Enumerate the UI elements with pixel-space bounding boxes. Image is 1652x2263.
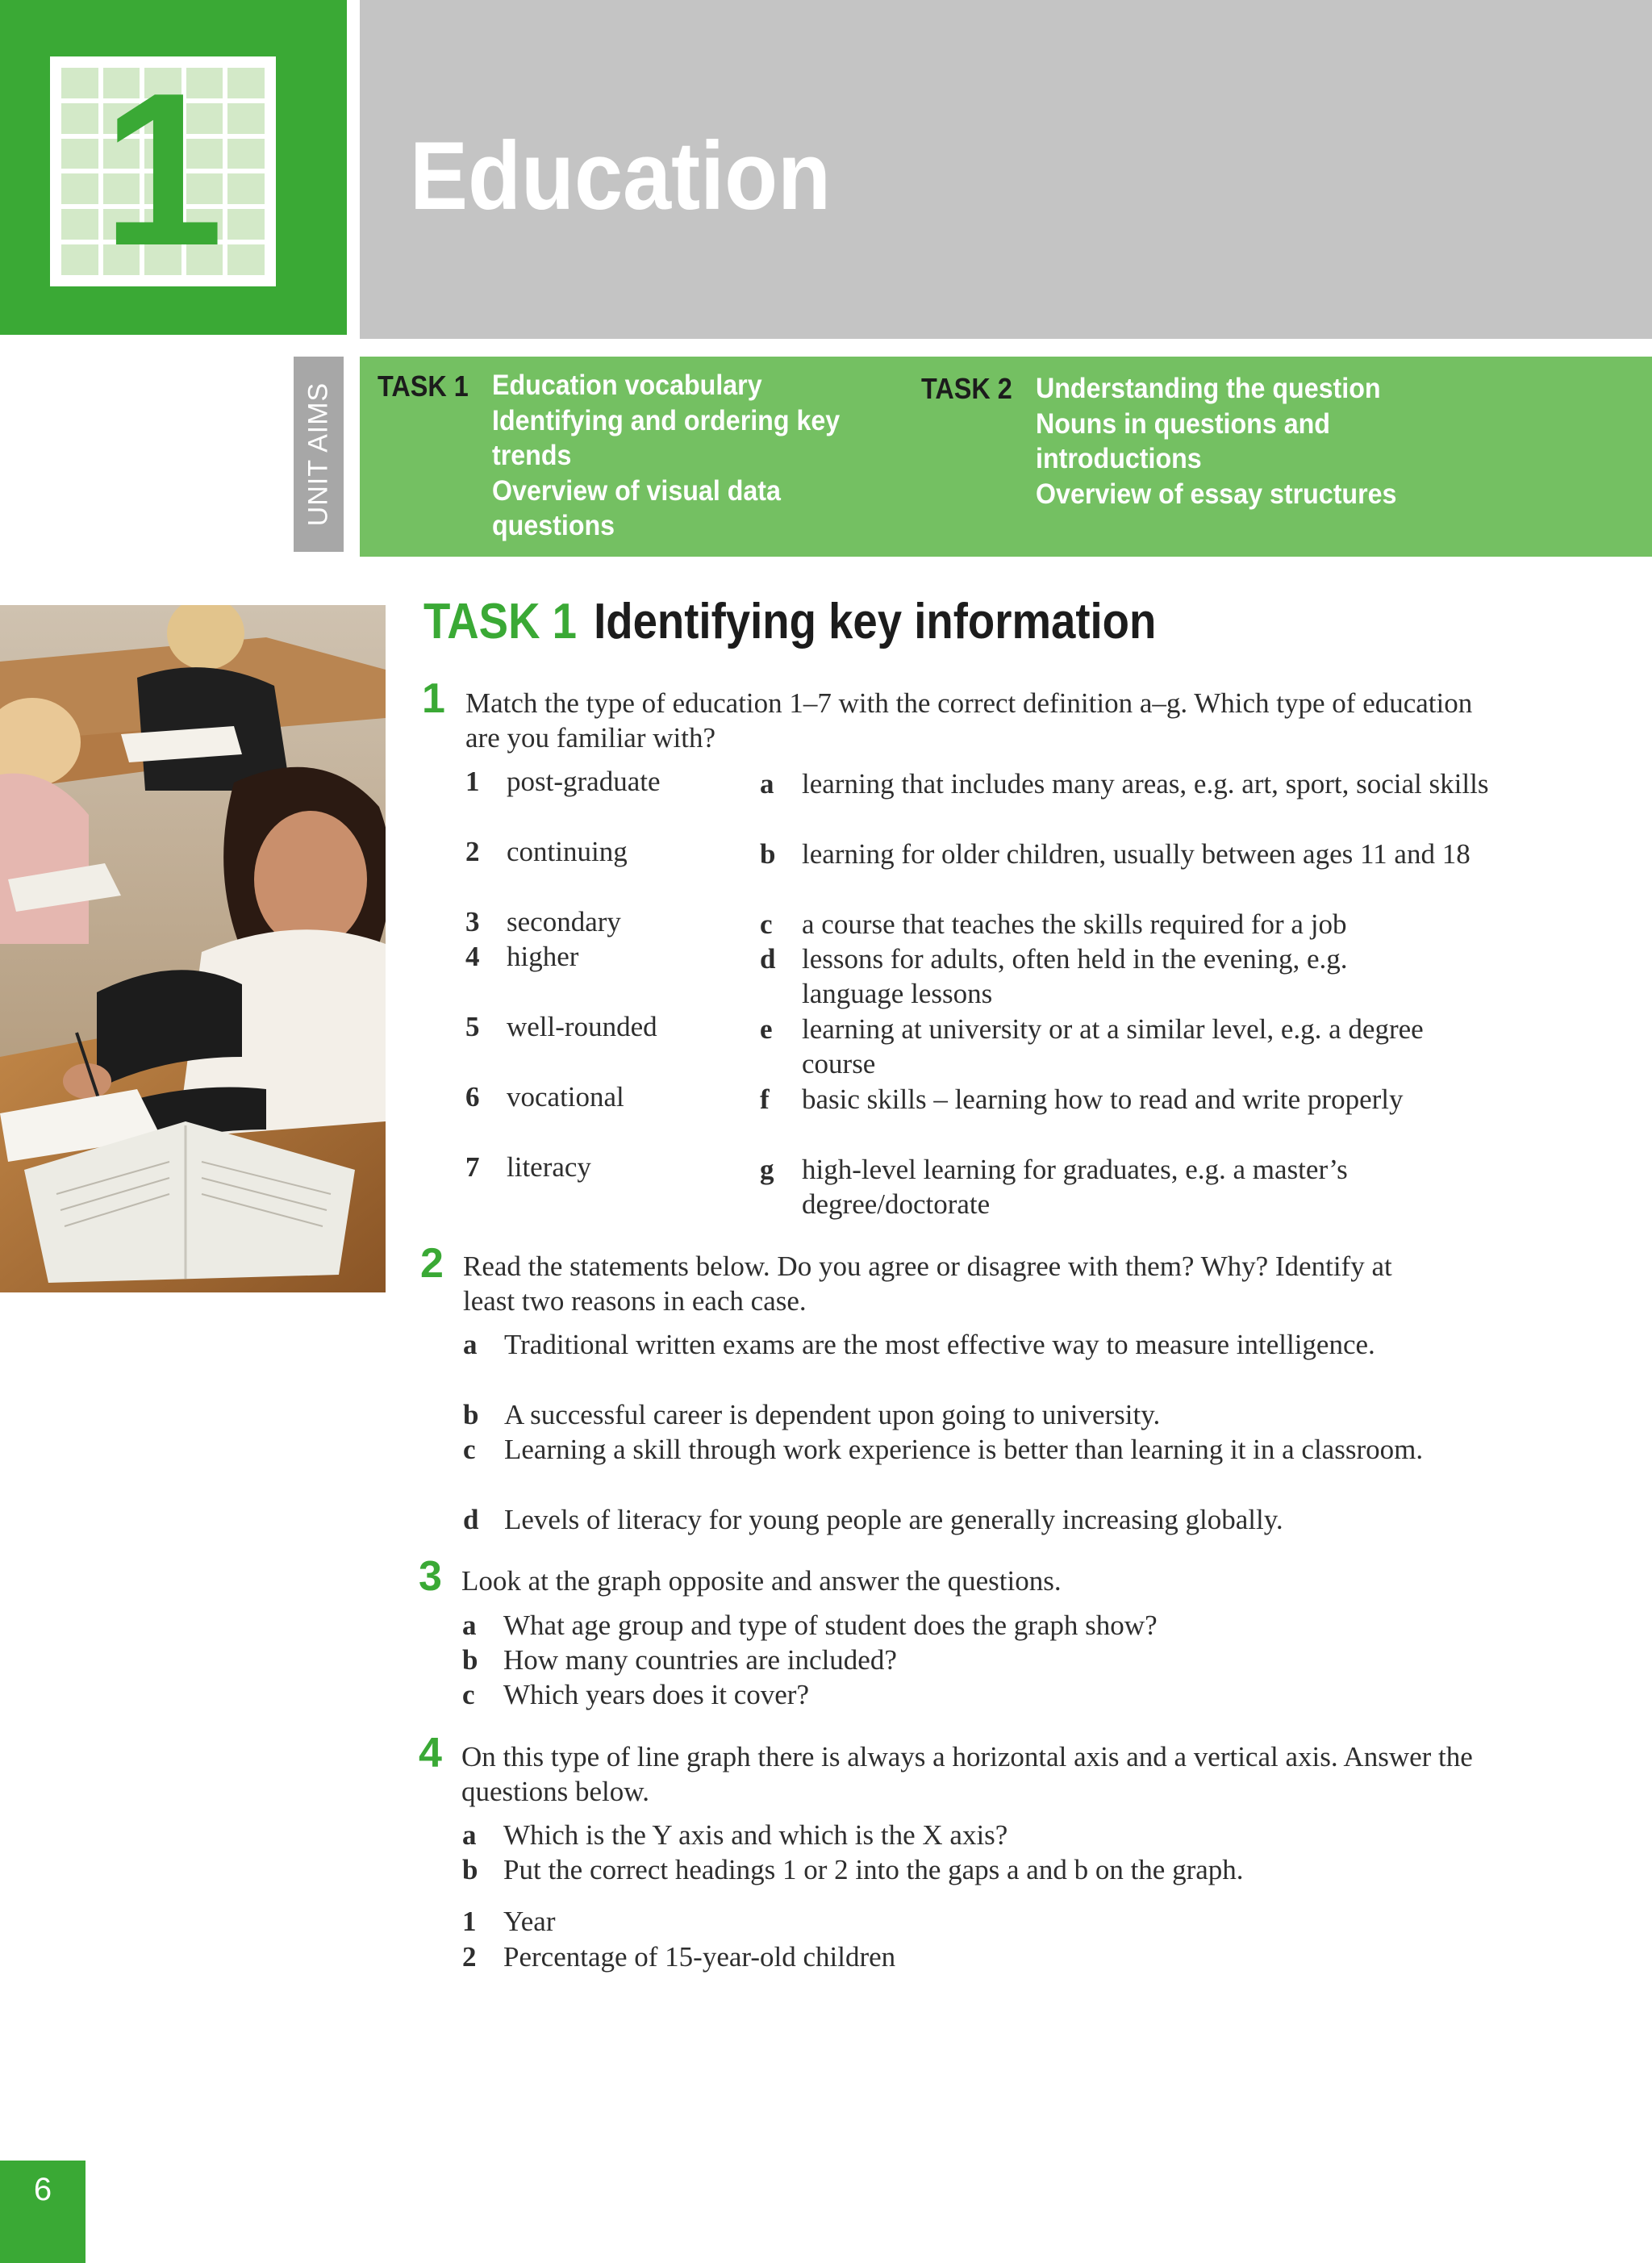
aims-task2-item: Nouns in questions and <box>1036 407 1330 440</box>
aims-task1-list <box>492 368 878 544</box>
definition-letter: d <box>760 943 776 975</box>
question-3-text: Look at the graph opposite and answer the questions. <box>461 1565 1062 1597</box>
unit-number: 1 <box>102 48 224 291</box>
question-4-item: Which is the Y axis and which is the X axis? <box>503 1819 1008 1851</box>
question-3-item: What age group and type of student does the graph show? <box>503 1610 1158 1641</box>
question-4-text: On this type of line graph there is always a horizontal axis and a vertical axis. Answer the questions below. <box>461 1741 1473 1807</box>
type-number: 5 <box>465 1011 480 1042</box>
heading-option: Year <box>503 1906 556 1937</box>
aims-task1-item: Education vocabulary <box>492 370 762 401</box>
definition-text: learning that includes many areas, e.g. art, sport, social skills <box>802 768 1489 800</box>
task-title: Identifying key information <box>594 594 1157 649</box>
definition-text: basic skills – learning how to read and write properly <box>802 1083 1404 1115</box>
statement-letter: c <box>463 1434 476 1465</box>
task-label: TASK 1 <box>423 594 577 649</box>
page-number-box <box>0 2161 86 2263</box>
statement-text: Traditional written exams are the most effective way to measure intelligence. <box>504 1329 1375 1360</box>
type-label: literacy <box>507 1151 591 1183</box>
definition-text: a course that teaches the skills required for a job <box>802 908 1347 940</box>
definition-text: learning at university or at a similar level, e.g. a degree course <box>802 1013 1424 1079</box>
type-label: secondary <box>507 906 621 937</box>
question-3-letter: c <box>462 1679 475 1710</box>
page-number: 6 <box>33 2172 52 2207</box>
type-label: continuing <box>507 836 628 867</box>
type-label: post-graduate <box>507 766 661 797</box>
page-title: Education <box>410 122 832 230</box>
statement-text: Learning a skill through work experience is better than learning it in a classroom. <box>504 1434 1424 1465</box>
question-2-number: 2 <box>420 1240 444 1287</box>
question-1-text: Match the type of education 1–7 with the correct definition a–g. Which type of education are you familiar with? <box>465 687 1473 754</box>
aims-task1-item: trends <box>492 440 572 471</box>
aims-task2-list <box>1036 371 1481 511</box>
question-4-number: 4 <box>419 1730 442 1777</box>
definition-text: learning for older children, usually between ages 11 and 18 <box>802 838 1471 870</box>
question-2-text: Read the statements below. Do you agree or disagree with them? Why? Identify at least two reasons in each case. <box>463 1250 1392 1317</box>
question-4-letter: b <box>462 1854 478 1885</box>
question-3-item: How many countries are included? <box>503 1644 897 1676</box>
classroom-photo <box>0 605 386 1292</box>
statement-letter: b <box>463 1399 479 1430</box>
task-heading <box>423 594 1157 649</box>
question-3-letter: b <box>462 1644 478 1676</box>
definition-letter: b <box>760 838 776 870</box>
type-number: 2 <box>465 836 480 867</box>
type-label: well-rounded <box>507 1011 657 1042</box>
definition-letter: g <box>760 1154 774 1185</box>
definition-text: high-level learning for graduates, e.g. a master’s degree/doctorate <box>802 1154 1348 1220</box>
unit-badge <box>0 0 347 335</box>
definition-letter: f <box>760 1083 770 1115</box>
aims-task2-label: TASK 2 <box>921 372 1012 405</box>
question-4-item: Put the correct headings 1 or 2 into the gaps a and b on the graph. <box>503 1854 1244 1885</box>
aims-task2-item: introductions <box>1036 443 1202 474</box>
type-number: 7 <box>465 1151 480 1183</box>
definition-letter: e <box>760 1013 773 1045</box>
type-number: 6 <box>465 1081 480 1113</box>
statement-letter: d <box>463 1504 479 1535</box>
question-3-number: 3 <box>419 1553 442 1600</box>
type-label: higher <box>507 941 579 972</box>
heading-number: 1 <box>462 1906 477 1937</box>
question-4-letter: a <box>462 1819 477 1851</box>
aims-task2-item: Understanding the question <box>1036 373 1381 404</box>
aims-task1-item: questions <box>492 510 615 541</box>
statement-text: A successful career is dependent upon going to university. <box>504 1399 1161 1430</box>
aims-task1-label: TASK 1 <box>378 370 469 403</box>
question-3-letter: a <box>462 1610 477 1641</box>
definition-letter: a <box>760 768 774 800</box>
unit-aims-label: UNIT AIMS <box>302 382 334 527</box>
heading-number: 2 <box>462 1941 477 1973</box>
type-number: 3 <box>465 906 480 937</box>
heading-option: Percentage of 15-year-old children <box>503 1941 896 1973</box>
statement-letter: a <box>463 1329 478 1360</box>
unit-number-tile <box>50 48 276 291</box>
unit-aims-tab <box>294 357 344 552</box>
question-1-number: 1 <box>422 675 445 722</box>
statement-text: Levels of literacy for young people are generally increasing globally. <box>504 1504 1283 1535</box>
aims-task2-item: Overview of essay structures <box>1036 478 1397 510</box>
type-number: 1 <box>465 766 480 797</box>
type-number: 4 <box>465 941 480 972</box>
aims-task1-item: Identifying and ordering key <box>492 404 841 436</box>
type-label: vocational <box>507 1081 624 1113</box>
aims-task1-item: Overview of visual data <box>492 474 781 507</box>
question-3-item: Which years does it cover? <box>503 1679 810 1710</box>
definition-text: lessons for adults, often held in the evening, e.g. language lessons <box>802 943 1348 1009</box>
definition-letter: c <box>760 908 773 940</box>
